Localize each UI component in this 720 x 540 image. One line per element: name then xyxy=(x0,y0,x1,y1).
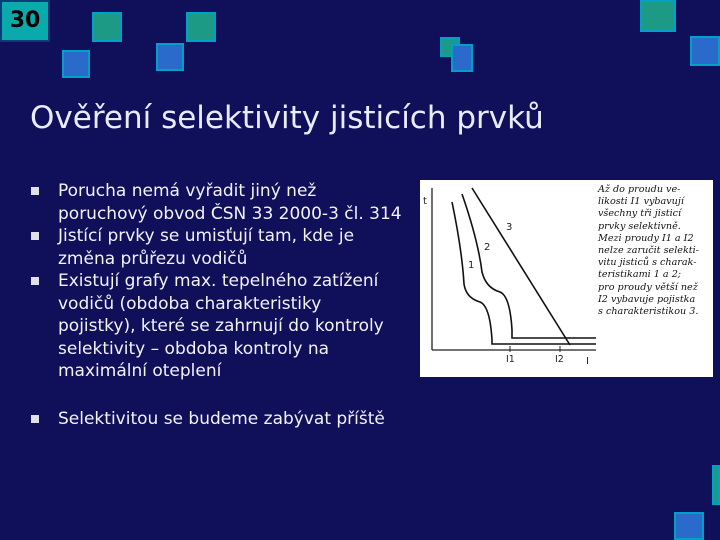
bullet-square-icon xyxy=(31,277,39,285)
decor-square xyxy=(690,36,720,66)
decor-square xyxy=(674,512,704,540)
caption-line: likosti I1 vybavují xyxy=(598,196,684,208)
decor-square xyxy=(712,465,720,505)
decor-square xyxy=(451,44,473,72)
bullet-line: pojistky), které se zahrnují do kontroly xyxy=(58,316,384,336)
bullet-line: maximální oteplení xyxy=(58,361,222,381)
bullet-line: Existují grafy max. tepelného zatížení xyxy=(58,271,379,291)
x-axis-label: I xyxy=(586,356,589,367)
bullet-line: Jistící prvky se umisťují tam, kde je xyxy=(58,226,355,246)
selectivity-figure xyxy=(420,180,713,377)
caption-line: vitu jisticů s charak- xyxy=(598,257,697,269)
tick-label-i2: I2 xyxy=(555,354,564,365)
bullet-line: vodičů (obdoba charakteristiky xyxy=(58,293,322,314)
bullet-line: selektivity – obdoba kontroly na xyxy=(58,338,330,359)
caption-line: I2 vybavuje pojistka xyxy=(598,293,696,305)
bullet-item xyxy=(28,408,418,431)
caption-line: Mezi proudy I1 a I2 xyxy=(598,232,694,244)
figure-caption xyxy=(598,184,710,318)
slide-title: Ověření selektivity jisticích prvků xyxy=(30,100,544,136)
bullet-square-icon xyxy=(31,187,39,195)
caption-line: pro proudy větší než xyxy=(598,281,698,293)
slide-number: 30 xyxy=(0,0,50,42)
y-axis-label: t xyxy=(423,196,427,207)
curve-label-3: 3 xyxy=(506,222,513,233)
bullet-line: Selektivitou se budeme zabývat příště xyxy=(58,408,385,429)
bullet-item xyxy=(28,270,418,383)
caption-line: všechny tři jisticí xyxy=(598,208,682,220)
caption-line: Až do proudu ve- xyxy=(598,184,681,195)
curve-2 xyxy=(462,194,596,338)
tick-label-i1: I1 xyxy=(506,354,515,365)
curve-3 xyxy=(472,188,570,345)
curve-label-1: 1 xyxy=(468,260,475,271)
caption-line: teristikami 1 a 2; xyxy=(598,269,682,281)
decor-square xyxy=(156,43,184,71)
caption-line: nelze zaručit selekti- xyxy=(598,245,699,257)
curve-1 xyxy=(452,202,596,344)
decor-square xyxy=(186,12,216,42)
decor-square xyxy=(640,0,676,32)
bullet-item xyxy=(28,225,418,270)
bullet-line: poruchový obvod ČSN 33 2000-3 čl. 314 xyxy=(58,203,402,224)
decor-square xyxy=(62,50,90,78)
bullet-square-icon xyxy=(31,415,39,423)
bullet-line: Porucha nemá vyřadit jiný než xyxy=(58,181,317,201)
bullet-list xyxy=(28,180,418,430)
curve-label-2: 2 xyxy=(484,242,491,253)
bullet-line: změna průřezu vodičů xyxy=(58,248,248,269)
bullet-item xyxy=(28,180,418,225)
caption-line: s charakteristikou 3. xyxy=(598,306,699,318)
caption-line: prvky selektivně. xyxy=(598,220,681,232)
selectivity-diagram xyxy=(420,180,598,377)
bullet-square-icon xyxy=(31,232,39,240)
decor-square xyxy=(92,12,122,42)
